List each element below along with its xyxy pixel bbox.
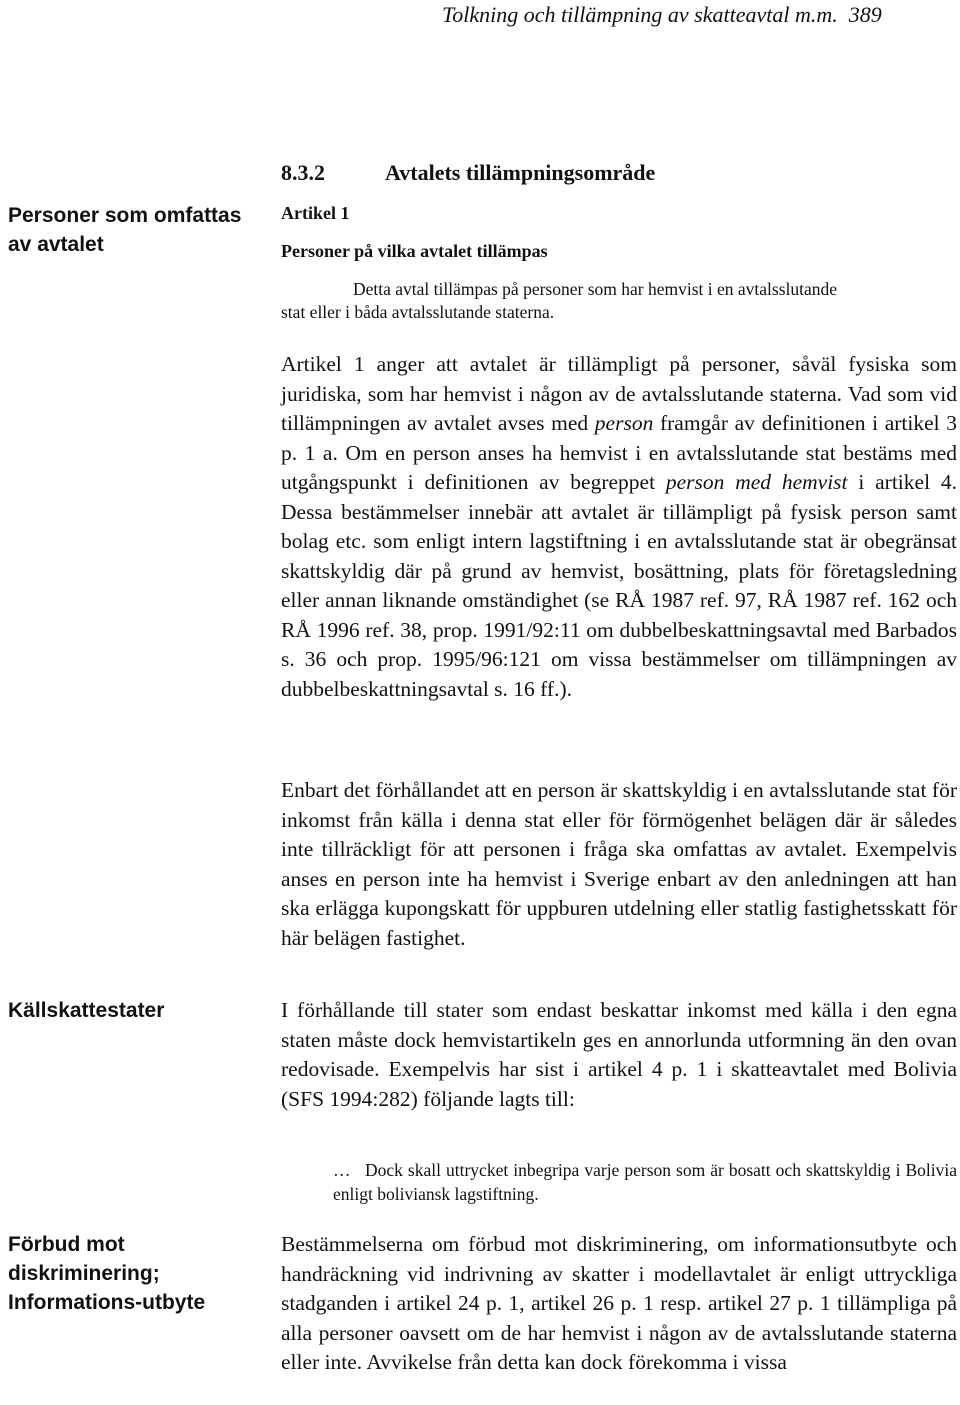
margin-note-discrimination: Förbud mot diskriminering; Informations-utbyte	[8, 1233, 206, 1314]
article-text	[281, 278, 957, 324]
article-title: Personer på vilka avtalet tillämpas	[281, 241, 548, 261]
quote-block	[333, 1158, 957, 1206]
paragraph-text: Artikel 1 anger att avtalet är tillämpligt på personer, såväl fysiska som juridiska, som har hemvist i någon av de avtalsslutande staterna. Vad som vid tillämpningen av avtalet avses med	[281, 352, 957, 435]
article-text-line: Detta avtal tillämpas på personer som har hemvist i en avtalsslutande	[353, 279, 838, 299]
page-number: 389	[848, 2, 882, 27]
paragraph-text: i artikel 4. Dessa bestämmelser innebär att avtalet är tillämpligt på fysisk person samt bolag etc. som enligt intern lagstiftning i en avtalsslutande stat är obegränsat skattskyldig där på grund av hemvist, bosättning, plats för företagsledning eller annan liknande omständighet (se RÅ 1987 ref. 97, RÅ 1987 ref. 162 och RÅ 1996 ref. 38, prop. 1991/92:11 om dubbelbeskattningsavtal med Barbados s. 36 och prop. 1995/96:121 om vissa bestämmelser om tillämpningen av dubbelbeskattningsavtal s. 16 ff.).	[281, 470, 957, 701]
margin-note-source-states: Källskattestater	[8, 999, 165, 1022]
paragraph-tax-liability: Enbart det förhållandet att en person är skattskyldig i en avtalsslutande stat för inkomst från källa i denna stat eller för förmögenhet belägen där är således inte tillräckligt för att personen i fråga ska omfattas av avtalet. Exempelvis anses en person inte ha hemvist i Sverige enbart av den anledningen att han ska erlägga kupongskatt för uppburen utdelning eller statlig fastighetsskatt för här belägen fastighet.	[281, 778, 957, 950]
article-text-line: stat eller i båda avtalsslutande staterna.	[281, 302, 555, 322]
running-title: Tolkning och tillämpning av skatteavtal m.m.	[442, 2, 838, 27]
article-number: Artikel 1	[281, 203, 350, 223]
running-header	[442, 0, 960, 30]
section-heading	[281, 158, 655, 188]
margin-note-persons: Personer som omfattas av avtalet	[8, 204, 242, 256]
paragraph-source-states: I förhållande till stater som endast beskattar inkomst med källa i den egna staten måste dock hemvistartikeln ges en annorlunda utformning än den ovan redovisade. Exempelvis har sist i artikel 4 p. 1 i skatteavtalet med Bolivia (SFS 1994:282) följande lagts till:	[281, 998, 957, 1111]
paragraph-discrimination: Bestämmelserna om förbud mot diskriminering, om informationsutbyte och handräckning vid indrivning av skatter i modellavtalet är enligt uttryckliga stadganden i artikel 24 p. 1, artikel 26 p. 1 resp. artikel 27 p. 1 tillämpliga på alla personer oavsett om de har hemvist i någon av de avtalsslutande staterna eller inte. Avvikelse från detta kan dock förekomma i vissa	[281, 1232, 957, 1374]
quote-ellipsis: …	[333, 1160, 351, 1180]
quote-text: Dock skall uttrycket inbegripa varje person som är bosatt och skattskyldig i Bolivia enligt boliviansk lagstiftning.	[333, 1160, 957, 1204]
section-number: 8.3.2	[281, 160, 325, 185]
term-person-with-residence: person med hemvist	[665, 470, 848, 494]
paragraph-scope	[281, 350, 957, 704]
section-title: Avtalets tillämpningsområde	[385, 160, 656, 185]
paragraph-text: framgår av definitionen i artikel 3 p. 1 a. Om en person anses ha hemvist i en avtalsslutande stat bestäms med utgångspunkt i definitionen av begreppet	[281, 411, 958, 494]
term-person: person	[594, 411, 654, 435]
